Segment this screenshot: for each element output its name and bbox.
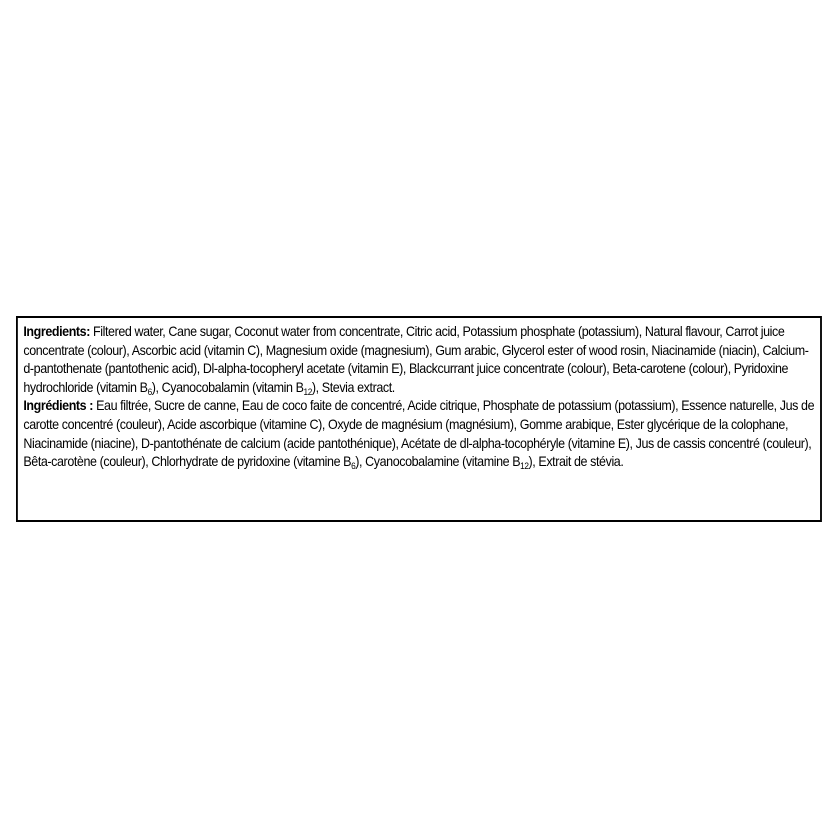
ingredients-label <box>16 316 822 522</box>
ingredients-text-en-2: ), Cyanocobalamin (vitamin B <box>151 379 304 395</box>
subscript-b12-fr: 12 <box>520 461 529 472</box>
ingredients-french <box>23 397 814 471</box>
subscript-b12-en: 12 <box>303 386 312 397</box>
subscript-b6-en: 6 <box>147 386 152 397</box>
ingredients-text-en-3: ), Stevia extract. <box>311 379 395 395</box>
ingredients-english <box>23 323 814 397</box>
ingredients-text-fr-2: ), Cyanocobalamine (vitamine B <box>355 454 521 470</box>
ingredients-heading-en: Ingredients: <box>23 324 90 339</box>
ingredients-heading-fr: Ingrédients : <box>23 398 94 414</box>
ingredients-text-en-1: Filtered water, Cane sugar, Coconut water from concentrate, Citric acid, Potassium phosphate (potassium), Natural flavour, Carrot juice concentrate (colour), Ascorbic acid (vitamin C), Magnesium oxide (magnesium), Gum arabic, Glycerol ester of wood rosin, Niacinamide (niacin), Calcium-d-pantothenate (pantothenic acid), Dl-alpha-tocopheryl acetate (vitamin E), Blackcurrant juice concentrate (colour), Beta-carotene (colour), Pyridoxine hydrochloride (vitamin B <box>23 324 809 395</box>
ingredients-text-fr-1: Eau filtrée, Sucre de canne, Eau de coco faite de concentré, Acide citrique, Phosphate de potassium (potassium), Essence naturelle, Jus de carotte concentré (couleur), Acide ascorbique (vitamine C), Oxyde de magnésium (magnésium), Gomme arabique, Ester glycérique de la colophane, Niacinamide (niacine), D-pantothénate de calcium (acide pantothénique), Acétate de dl-alpha-tocophéryle (vitamine E), Jus de cassis concentré (couleur), Bêta-carotène (couleur), Chlorhydrate de pyridoxine (vitamine B <box>23 398 815 470</box>
subscript-b6-fr: 6 <box>351 461 356 472</box>
ingredients-text-fr-3: ), Extrait de stévia. <box>528 454 624 470</box>
